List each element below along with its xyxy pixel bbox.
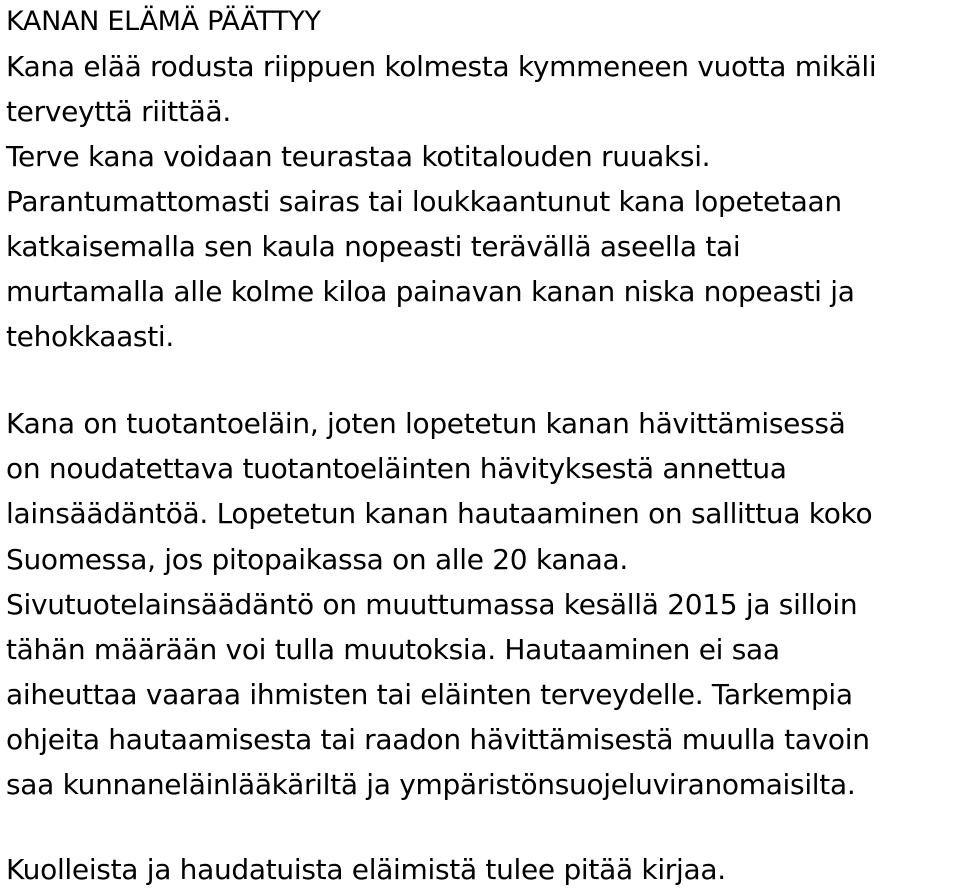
text-line: Sivutuotelainsäädäntö on muuttumassa kesällä 2015 ja silloin	[6, 588, 858, 621]
text-line: ohjeita hautaamisesta tai raadon hävittämisestä muulla tavoin	[6, 723, 870, 756]
document-title: KANAN ELÄMÄ PÄÄTTYY	[6, 6, 321, 37]
text-line: tähän määrään voi tulla muutoksia. Hautaaminen ei saa	[6, 633, 780, 666]
text-line: Kuolleista ja haudatuista eläimistä tulee pitää kirjaa.	[6, 853, 726, 886]
text-line: murtamalla alle kolme kiloa painavan kanan niska nopeasti ja	[6, 275, 855, 308]
text-line: Parantumattomasti sairas tai loukkaantunut kana lopetetaan	[6, 185, 842, 218]
text-line: Kana elää rodusta riippuen kolmesta kymmeneen vuotta mikäli	[6, 50, 877, 83]
text-line: katkaisemalla sen kaula nopeasti terävällä aseella tai	[6, 230, 741, 263]
text-line: Terve kana voidaan teurastaa kotitalouden ruuaksi.	[6, 140, 711, 173]
text-line: lainsäädäntöä. Lopetetun kanan hautaaminen on sallittua koko	[6, 497, 873, 530]
text-line: Suomessa, jos pitopaikassa on alle 20 kanaa.	[6, 543, 628, 576]
text-line: on noudatettava tuotantoeläinten hävityksestä annettua	[6, 452, 787, 485]
text-line: saa kunnaneläinlääkäriltä ja ympäristönsuojeluviranomaisilta.	[6, 768, 856, 801]
text-line: tehokkaasti.	[6, 320, 174, 353]
text-line: Kana on tuotantoeläin, joten lopetetun kanan hävittämisessä	[6, 407, 846, 440]
text-line: terveyttä riittää.	[6, 95, 231, 128]
text-line: aiheuttaa vaaraa ihmisten tai eläinten terveydelle. Tarkempia	[6, 678, 853, 711]
